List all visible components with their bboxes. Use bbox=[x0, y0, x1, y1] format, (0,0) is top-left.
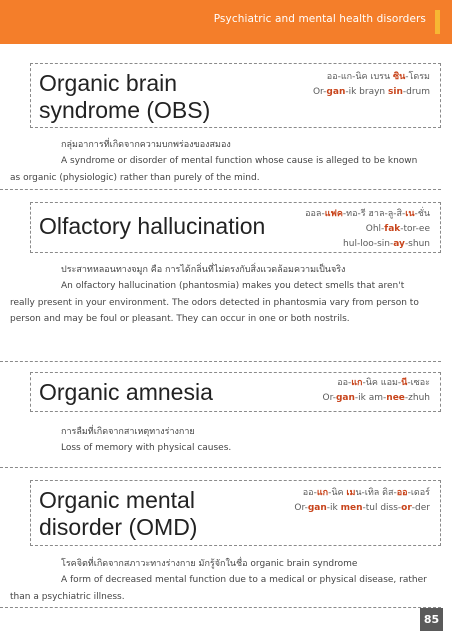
term-title: Organic amnesia bbox=[39, 379, 213, 405]
pronunciation bbox=[294, 486, 430, 516]
header-title: Psychiatric and mental health disorders bbox=[213, 13, 426, 25]
definition-block bbox=[0, 552, 441, 608]
pronunciation-thai: ออล-แฟค-ทอ-รี ฮาล-ลู-สิ-เน-ชั่น bbox=[305, 209, 430, 219]
term-title: Olfactory hallucination bbox=[39, 213, 266, 239]
term-box bbox=[30, 480, 441, 546]
pronunciation-roman: Or-gan-ik am-nee-zhuh bbox=[322, 393, 430, 403]
pronunciation-roman: hul-loo-sin-ay-shun bbox=[343, 239, 430, 249]
pronunciation-thai: ออ-แก-นิค แอม-นี-เซอะ bbox=[337, 378, 430, 388]
definition-block bbox=[0, 133, 441, 190]
pronunciation-roman: Ohl-fak-tor-ee bbox=[365, 224, 430, 234]
definition-thai: ประสาทหลอนทางจมูก คือ การได้กลิ่นที่ไม่ตรงกับสิ่งแวดล้อมความเป็นจริง bbox=[61, 265, 346, 275]
definition-block bbox=[0, 416, 441, 468]
definition-thai: โรคจิตที่เกิดจากสภาวะทางร่างกาย มักรู้จักในชื่อ organic brain syndrome bbox=[61, 559, 358, 569]
term-title: Organic mental disorder (OMD) bbox=[39, 487, 198, 540]
page-number: 85 bbox=[420, 608, 443, 631]
term-box bbox=[30, 372, 441, 412]
pronunciation bbox=[313, 70, 430, 100]
pronunciation-thai: ออ-แก-นิค เมน-เทิล ดิส-ออ-เดอร์ bbox=[302, 488, 430, 498]
pronunciation-thai: ออ-แก-นิค เบรน ซิน-โดรม bbox=[326, 72, 430, 82]
definition-english: An olfactory hallucination (phantosmia) makes you detect smells that aren't really present in your environment. The odors detected in phantosmia vary from person to person and may be foul or pleasant. They can occur in one or both nostrils. bbox=[10, 281, 419, 324]
pronunciation-roman: Or-gan-ik brayn sin-drum bbox=[312, 87, 430, 97]
definition-english: A syndrome or disorder of mental function whose cause is alleged to be known as organic (physiologic) rather than purely of the mind. bbox=[10, 156, 418, 183]
header-bar bbox=[0, 0, 452, 44]
definition-english: Loss of memory with physical causes. bbox=[61, 443, 232, 453]
pronunciation-roman: Or-gan-ik men-tul diss-or-der bbox=[294, 503, 430, 513]
term-title: Organic brain syndrome (OBS) bbox=[39, 70, 211, 123]
definition-thai: กลุ่มอาการที่เกิดจากความบกพร่องของสมอง bbox=[61, 140, 231, 150]
pronunciation bbox=[305, 207, 430, 252]
term-box bbox=[30, 202, 441, 253]
definition-english: A form of decreased mental function due to a medical or physical disease, rather than a psychiatric illness. bbox=[10, 575, 427, 602]
pronunciation bbox=[323, 376, 430, 406]
term-box bbox=[30, 63, 441, 128]
header-accent-bar bbox=[435, 10, 440, 34]
definition-block bbox=[0, 257, 441, 362]
definition-thai: การลืมที่เกิดจากสาเหตุทางร่างกาย bbox=[61, 427, 195, 437]
